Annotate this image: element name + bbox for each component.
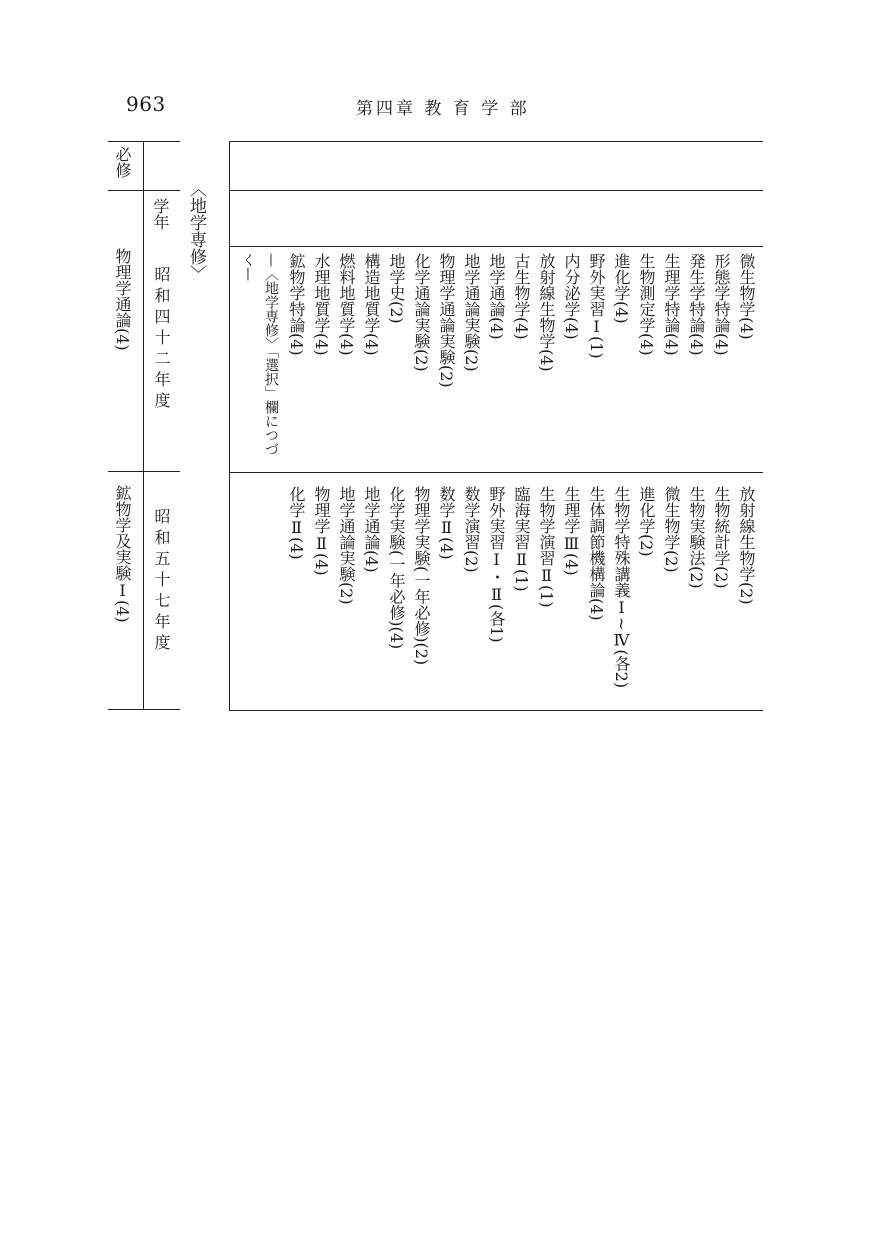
required-cell: 物理学通論(4): [113, 248, 132, 351]
course-item: 放射線生物学(4): [537, 253, 556, 372]
section-label: 〈地学専修〉: [186, 180, 206, 282]
right-table-left-rule: [229, 141, 230, 711]
course-item: 燃料地質学(4): [337, 253, 356, 356]
right-table-top-rule: [229, 141, 763, 142]
page-number: 963: [126, 92, 166, 116]
course-item: 構造地質学(4): [362, 253, 381, 356]
course-item: 水理地質学(4): [312, 253, 331, 356]
course-item: 地学通論実験(2): [337, 486, 356, 605]
course-item: 微生物学(4): [737, 253, 756, 340]
course-item: 化学実験(一年必修)(4): [387, 486, 406, 650]
left-table-top-rule: [108, 141, 180, 142]
course-item: 生物学演習Ⅱ(1): [537, 486, 556, 608]
course-item: 野外実習Ⅰ(1): [587, 253, 606, 359]
course-item: 微生物学(2): [662, 486, 681, 573]
course-item: 野外実習Ⅰ・Ⅱ(各1): [487, 486, 506, 643]
course-item: 物理学実験(一年必修)(2): [412, 486, 431, 666]
course-item: 地学通論(4): [362, 486, 381, 573]
course-item: 生体調節機構論(4): [587, 486, 606, 621]
grade-cell: 昭和五十七年度: [152, 508, 171, 655]
course-item: 生物測定学(4): [637, 253, 656, 356]
course-item: 進化学(2): [637, 486, 656, 557]
left-table-divider: [143, 141, 144, 710]
course-item: 鉱物学特論(4): [287, 253, 306, 356]
left-table-bottom-rule: [108, 709, 180, 710]
course-item: 発生学特論(4): [687, 253, 706, 356]
course-item: 生物学特殊講義Ⅰ~Ⅳ(各2): [612, 486, 631, 689]
course-item: 物理学通論実験(2): [437, 253, 456, 388]
course-item: 臨海実習Ⅱ(1): [512, 486, 531, 592]
course-item: 物理学Ⅱ(4): [312, 486, 331, 576]
course-item: 地学通論(4): [487, 253, 506, 340]
course-item: 化学通論実験(2): [412, 253, 431, 372]
course-item: 生理学Ⅲ(4): [562, 486, 581, 576]
chapter-title: 第四章 教 育 学 部: [356, 99, 530, 119]
grade-cell: 昭和四十二年度: [152, 266, 171, 413]
course-item: 進化学(4): [612, 253, 631, 324]
grade-header: 学年: [151, 198, 170, 230]
required-cell: 鉱物学及実験Ⅰ(4): [113, 485, 132, 623]
right-table-row-rule: [229, 190, 763, 191]
right-table-mid-rule: [229, 472, 763, 473]
course-item: 地学史(2): [387, 253, 406, 324]
continuation-note: —〈地学専修〉「選択」欄につづ: [263, 253, 279, 456]
course-item: 生理学特論(4): [662, 253, 681, 356]
right-table-bottom-rule: [229, 710, 763, 711]
required-header: 必修: [113, 146, 132, 178]
course-item: 生物統計学(2): [712, 486, 731, 589]
course-item: 地学通論実験(2): [462, 253, 481, 372]
course-item: 放射線生物学(2): [737, 486, 756, 605]
course-item: 数学演習(2): [462, 486, 481, 573]
left-table-mid-rule: [108, 471, 180, 472]
left-table-header-rule: [108, 190, 180, 191]
course-item: 形態学特論(4): [712, 253, 731, 356]
course-item: 数学Ⅱ(4): [437, 486, 456, 560]
course-item: 化学Ⅱ(4): [287, 486, 306, 560]
course-item: 生物実験法(2): [687, 486, 706, 589]
course-item: 内分泌学(4): [562, 253, 581, 340]
course-item: 古生物学(4): [512, 253, 531, 340]
continuation-note: く—: [240, 253, 256, 281]
right-table-row-rule: [229, 246, 763, 247]
